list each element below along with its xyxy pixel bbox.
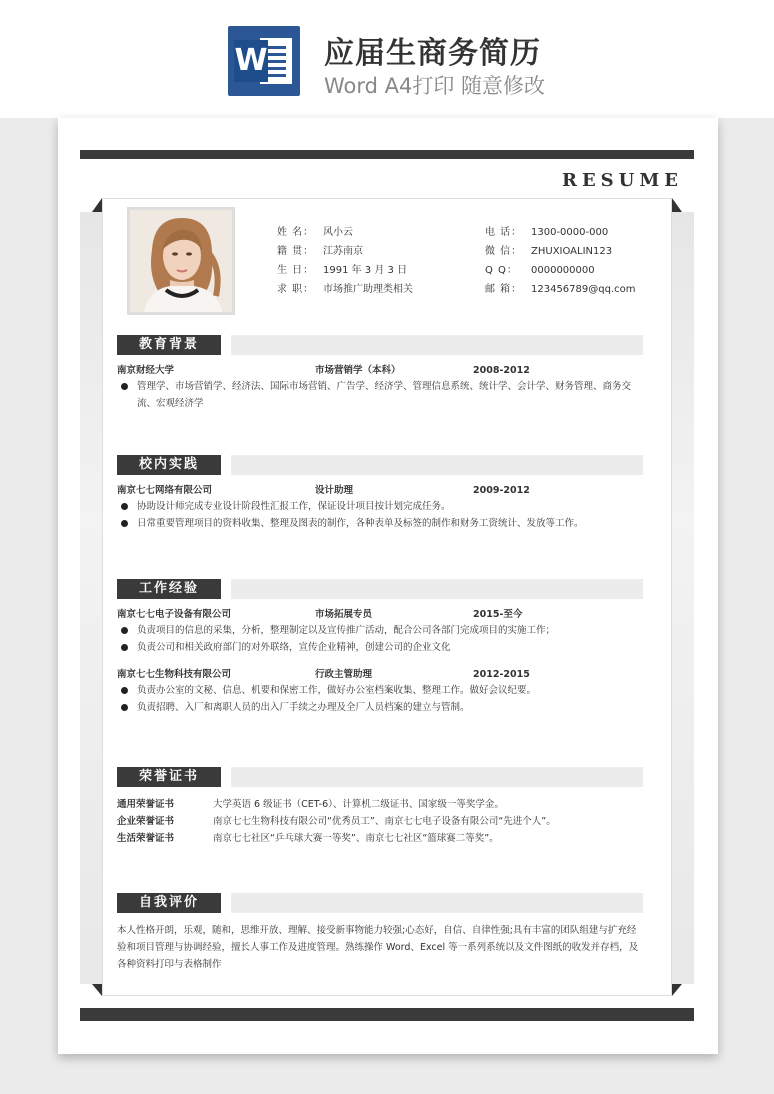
resume-sheet — [102, 198, 672, 996]
email-value: 123456789@qq.com — [531, 284, 636, 295]
info-hometown-row: 籍 贯： 江苏南京 — [277, 242, 467, 261]
list-item: 负责办公室的文秘、信息、机要和保密工作，做好办公室档案收集、整理工作。做好会议纪要。 — [117, 682, 643, 699]
top-bar — [80, 150, 694, 159]
list-item: 协助设计师完成专业设计阶段性汇报工作，保证设计项目按计划完成任务。 — [117, 498, 643, 515]
honors-section — [117, 767, 643, 847]
entry-header: 南京七七电子设备有限公司 市场拓展专员 2015-至今 — [117, 609, 523, 620]
info-phone-row: 电 话： 1300-0000-000 — [485, 223, 665, 242]
wechat-value: ZHUXIOALIN123 — [531, 246, 613, 257]
info-email-row: 邮 箱： 123456789@qq.com — [485, 280, 665, 299]
personal-info-left — [277, 223, 467, 299]
fold-corner — [92, 198, 102, 212]
profile-photo — [127, 207, 235, 315]
section-title: 工作经验 — [117, 579, 221, 599]
phone-value: 1300-0000-000 — [531, 227, 609, 238]
fold-corner — [92, 984, 102, 996]
side-decoration-left — [80, 212, 102, 984]
honor-row: 企业荣誉证书 南京七七生物科技有限公司“优秀员工”、南京七七电子设备有限公司“先进个人”。 — [117, 816, 556, 827]
personal-info-right — [485, 223, 665, 299]
campus-section — [117, 455, 643, 532]
list-item: 负责项目的信息的采集，分析，整理制定以及宣传推广活动，配合公司各部门完成项目的实施工作； — [117, 622, 643, 639]
section-title: 自我评价 — [117, 893, 221, 913]
work-section — [117, 579, 643, 716]
self-evaluation-section — [117, 893, 643, 973]
list-item: 日常重要管理项目的资料收集、整理及图表的制作，各种表单及标签的制作和财务工资统计、发放等工作。 — [117, 515, 643, 532]
name-value: 风小云 — [323, 227, 353, 238]
bottom-bar — [80, 1008, 694, 1021]
word-icon: W — [228, 26, 300, 96]
preview-frame — [0, 118, 774, 1094]
list-item: 负责招聘、入厂和离职人员的出入厂手续之办理及全厂人员档案的建立与管制。 — [117, 699, 643, 716]
resume-heading: RESUME — [562, 170, 684, 191]
fold-corner — [672, 198, 682, 212]
header-banner — [0, 0, 774, 118]
info-birthday-row: 生 日： 1991 年 3 月 3 日 — [277, 261, 467, 280]
honor-row: 生活荣誉证书 南京七七社区“乒乓球大赛一等奖”、南京七七社区“篮球赛二等奖”。 — [117, 833, 499, 844]
info-objective-row: 求 职： 市场推广助理类相关 — [277, 280, 467, 299]
honor-row: 通用荣誉证书 大学英语 6 级证书（CET-6）、计算机二级证书、国家级一等奖学金。 — [117, 799, 504, 810]
fold-corner — [672, 984, 682, 996]
resume-paper — [58, 118, 718, 1054]
self-evaluation-text: 本人性格开朗，乐观，随和，思维开放、理解、接受新事物能力较强;心态好，自信、自律性强;具有丰富的团队组建与扩充经验和项目管理与协调经验，擅长人事工作及进度管理。熟练操作 Word、Excel 等一系列系统以及文件图纸的收发并存档，及各种资料打印与表格制作 — [117, 925, 639, 970]
birthday-value: 1991 年 3 月 3 日 — [323, 265, 408, 276]
list-item: 负责公司和相关政府部门的对外联络，宣传企业精神，创建公司的企业文化 — [117, 639, 643, 656]
qq-value: 0000000000 — [531, 265, 595, 276]
banner-subtitle: Word A4打印 随意修改 — [324, 74, 546, 98]
info-wechat-row: 微 信： ZHUXIOALIN123 — [485, 242, 665, 261]
objective-value: 市场推广助理类相关 — [323, 284, 413, 295]
education-section — [117, 335, 643, 412]
info-name-row: 姓 名： 风小云 — [277, 223, 467, 242]
section-title: 教育背景 — [117, 335, 221, 355]
section-title: 校内实践 — [117, 455, 221, 475]
hometown-value: 江苏南京 — [323, 246, 363, 257]
entry-header: 南京财经大学 市场营销学（本科） 2008-2012 — [117, 365, 530, 376]
side-decoration-right — [672, 212, 694, 984]
info-qq-row: Q Q： 0000000000 — [485, 261, 665, 280]
entry-header: 南京七七生物科技有限公司 行政主管助理 2012-2015 — [117, 669, 530, 680]
entry-header: 南京七七网络有限公司 设计助理 2009-2012 — [117, 485, 530, 496]
section-title: 荣誉证书 — [117, 767, 221, 787]
course-list: 管理学、市场营销学、经济法、国际市场营销、广告学、经济学、管理信息系统、统计学、会计学、财务管理、商务交流、宏观经济学 — [117, 378, 643, 412]
banner-title: 应届生商务简历 — [324, 36, 541, 71]
